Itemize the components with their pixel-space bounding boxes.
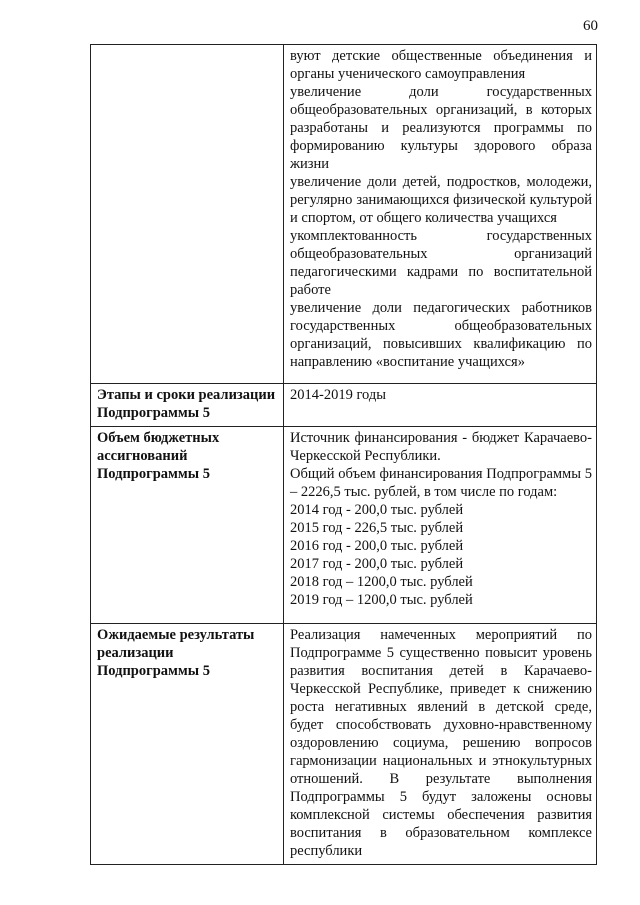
budget-year: 2016 год - 200,0 тыс. рублей [290,538,464,554]
row-label: Ожидаемые результаты реализации Подпрограммы 5 [91,624,284,865]
budget-year: 2018 год – 1200,0 тыс. рублей [290,574,473,590]
table-row-stages [91,384,597,427]
budget-source: Источник финансирования - бюджет Карачаево-Черкесской Республики. [290,430,592,464]
row-content [284,427,597,624]
row-label [91,45,284,384]
passport-table [90,44,597,865]
row-content [284,45,597,384]
indicator-paragraph: увеличение доли детей, подростков, молодежи, регулярно занимающихся физической культурой и спортом, от общего количества учащихся [290,174,592,226]
budget-total: Общий объем финансирования Подпрограммы 5 – 2226,5 тыс. рублей, в том числе по годам: [290,466,592,500]
page-number: 60 [583,18,598,34]
row-label: Этапы и сроки реализации Подпрограммы 5 [91,384,284,427]
results-paragraph: Реализация намеченных мероприятий по Подпрограмме 5 существенно повысит уровень развития воспитания детей в Карачаево-Черкесской Республике, приведет к снижению роста негативных явлений в детской среде, будет способствовать духовно-нравственному оздоровлению социума, решению вопросов гармонизации национальных и этнокультурных отношений. В результате выполнения Подпрограммы 5 будут заложены основы комплексной системы обеспечения развития воспитания в образовательном комплексе республики [290,627,592,859]
row-content [284,624,597,865]
budget-year: 2015 год - 226,5 тыс. рублей [290,520,464,536]
budget-year: 2014 год - 200,0 тыс. рублей [290,502,464,518]
row-content [284,384,597,427]
budget-year: 2019 год – 1200,0 тыс. рублей [290,592,473,608]
stages-value: 2014-2019 годы [290,387,386,403]
indicator-paragraph: вуют детские общественные объединения и органы ученического самоуправления [290,48,592,82]
indicator-paragraph: укомплектованность государственных общеобразовательных организаций педагогическими кадрами по воспитательной работе [290,228,592,298]
row-label: Объем бюджетных ассигнований Подпрограммы 5 [91,427,284,624]
indicator-paragraph: увеличение доли педагогических работников государственных общеобразовательных организаций, повысивших квалификацию по направлению «воспитание учащихся» [290,300,592,370]
indicator-paragraph: увеличение доли государственных общеобразовательных организаций, в которых разработаны и реализуются программы по формированию культуры здорового образа жизни [290,84,592,172]
table-row-budget [91,427,597,624]
table-row-results [91,624,597,865]
budget-year: 2017 год - 200,0 тыс. рублей [290,556,464,572]
table-row-indicators [91,45,597,384]
